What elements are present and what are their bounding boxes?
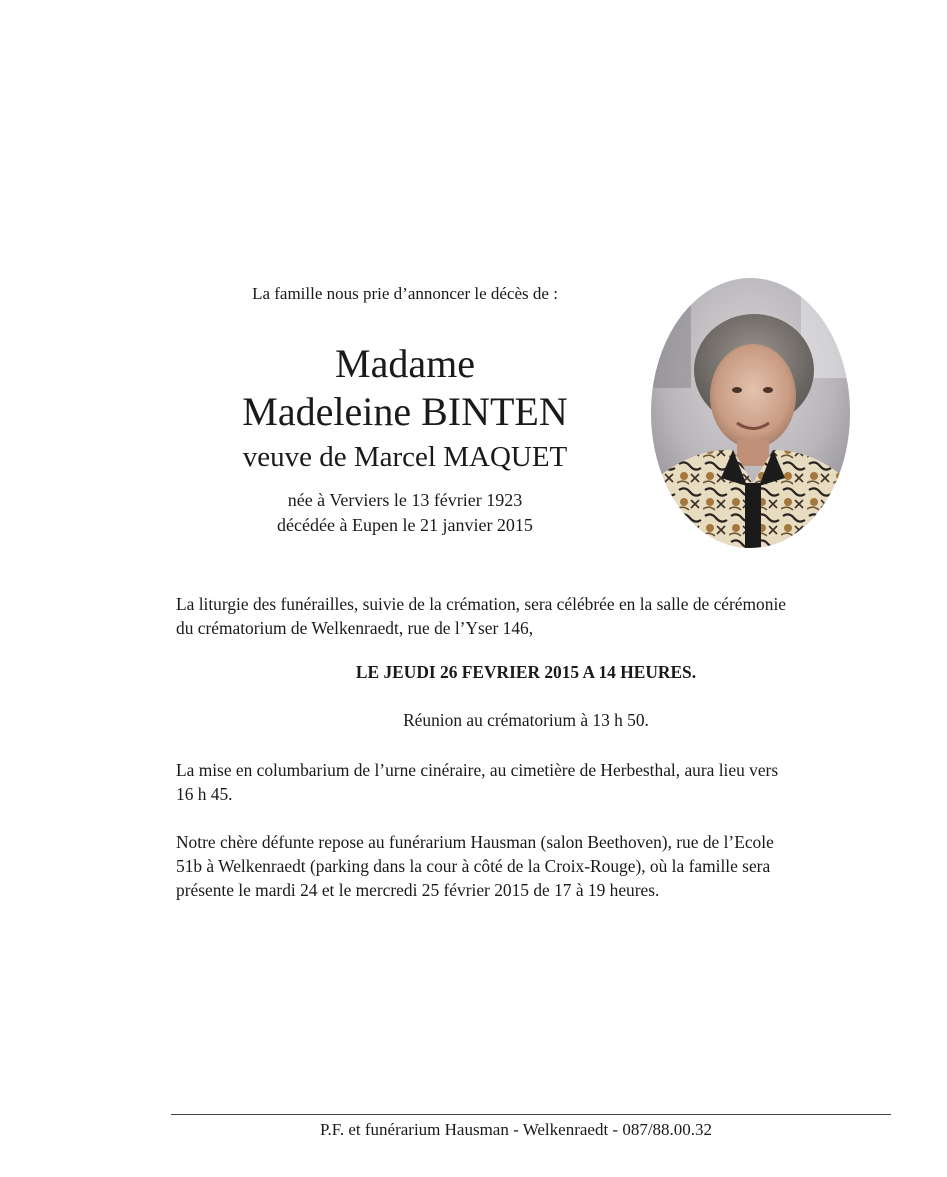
- liturgy-line: du crématorium de Welkenraedt, rue de l’Yser 146,: [176, 618, 534, 638]
- death-line: décédée à Eupen le 21 janvier 2015: [277, 515, 533, 535]
- columbarium-line: La mise en columbarium de l’urne cinéraire, au cimetière de Herbesthal, aura lieu vers: [176, 760, 779, 780]
- birth-line: née à Verviers le 13 février 1923: [287, 490, 523, 510]
- visitation-line: présente le mardi 24 et le mercredi 25 février 2015 de 17 à 19 heures.: [176, 880, 660, 900]
- footer-text: P.F. et funérarium Hausman - Welkenraedt - 087/88.00.32: [319, 1120, 713, 1139]
- visitation-line: Notre chère défunte repose au funérarium Hausman (salon Beethoven), rue de l’Ecole: [176, 832, 774, 852]
- visitation-paragraph: [176, 830, 882, 902]
- visitation-line: 51b à Welkenraedt (parking dans la cour à côté de la Croix-Rouge), où la famille sera: [176, 856, 771, 876]
- deceased-title: [130, 340, 680, 436]
- honorific: Madame: [335, 341, 475, 386]
- columbarium-paragraph: [176, 758, 882, 806]
- ceremony-date: LE JEUDI 26 FEVRIER 2015 A 14 HEURES.: [355, 662, 697, 682]
- columbarium-line: 16 h 45.: [176, 784, 233, 804]
- intro-text: La famille nous prie d’annoncer le décès de :: [252, 284, 558, 303]
- deceased-name: Madeleine BINTEN: [242, 389, 568, 434]
- liturgy-paragraph: [176, 592, 882, 640]
- footer-divider: [171, 1114, 891, 1115]
- liturgy-line: La liturgie des funérailles, suivie de la crémation, sera célébrée en la salle de cérémonie: [176, 594, 786, 614]
- life-dates: [130, 488, 680, 538]
- portrait-photo: [651, 278, 850, 548]
- meeting-time: Réunion au crématorium à 13 h 50.: [403, 710, 649, 730]
- widow-of-line: veuve de Marcel MAQUET: [242, 441, 568, 473]
